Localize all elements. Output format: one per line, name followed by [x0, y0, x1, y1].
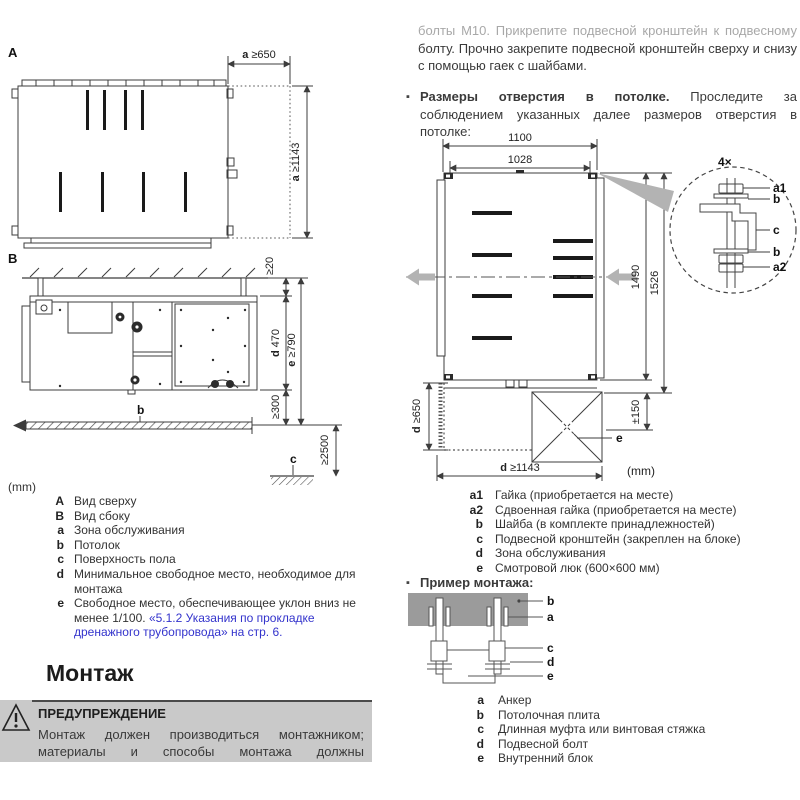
dim-300-label: ≥300 [270, 394, 282, 420]
detail-label-b1: b [773, 192, 781, 206]
diagram-ceiling-opening [400, 128, 800, 488]
dim-a650-label: a ≥650 [242, 49, 276, 61]
dim-1100-label: 1100 [508, 132, 532, 144]
intro-paragraph [418, 22, 797, 75]
bullet-icon: ▪ [406, 577, 410, 589]
legend-item: b Потолочная плита [476, 707, 600, 722]
detail-label-a2: a2 [773, 260, 787, 274]
legend-item: c Поверхность пола [57, 552, 176, 567]
detail-label-c: c [773, 223, 780, 237]
dim-2500-label: ≥2500 [319, 434, 331, 466]
legend-item: e Свободное место, обеспечивающее уклон вниз не менее 1/100. «5.1.2 Указания по прокладке дренажного трубопровода» на стр. 6. [57, 596, 356, 640]
legend-item: a Зона обслуживания [57, 523, 185, 538]
example-label-e: e [547, 669, 554, 683]
suspended-ceiling-bar [13, 417, 252, 434]
detail-label-b2: b [773, 245, 781, 259]
warning-title: ПРЕДУПРЕЖДЕНИЕ [38, 706, 166, 721]
example-label-d: d [547, 655, 555, 669]
bullet-example-title: Пример монтажа: [420, 575, 534, 590]
ceiling-slab [408, 593, 528, 626]
example-label-c: c [547, 641, 554, 655]
callout-beam [597, 173, 674, 212]
bullet-hole-bold: Размеры отверстия в потолке. [420, 89, 670, 104]
bullet-icon: ▪ [406, 91, 410, 103]
view-b-label: B [8, 251, 18, 266]
diagram-b-side-view [0, 248, 345, 495]
example-label-b: b [547, 594, 555, 608]
legend-item: A Вид сверху [55, 494, 137, 508]
legend-item: B Вид сбоку [55, 508, 130, 523]
section-heading-montage: Монтаж [46, 660, 134, 686]
dim-pm150-label: ±150 [630, 399, 642, 425]
legend-hole [455, 488, 795, 576]
warning-text [38, 726, 364, 760]
legend-example [462, 693, 792, 766]
ceiling-hatch [30, 268, 255, 277]
dim-gap20-label: ≥20 [264, 256, 276, 276]
legend-item: d Зона обслуживания [475, 546, 606, 561]
dim-1490-label: 1490 [630, 264, 642, 290]
legend-item: e Внутренний блок [477, 751, 593, 766]
warning-triangle-icon [1, 703, 31, 733]
service-zone-dotted [441, 383, 533, 450]
bullet-hole-rest: Проследите за соблюдением указанных далее размеров отверстия в потолке: [420, 89, 798, 139]
diagram-a-top-view [0, 38, 345, 250]
label-b-ceiling: b [137, 403, 145, 417]
drain-piping-link[interactable]: «5.1.2 Указания по прокладке дренажного трубопровода» на стр. 6. [74, 610, 315, 640]
floor-surface [270, 476, 314, 485]
legend-item: c Длинная муфта или винтовая стяжка [477, 722, 706, 737]
service-area-a [228, 86, 290, 238]
warning-box [0, 700, 372, 762]
legend-item: b Потолок [56, 537, 120, 552]
units-mm-left: (mm) [8, 480, 36, 494]
unit-side-view [22, 278, 257, 394]
inspection-hatch-square [532, 392, 602, 462]
dim-d1143-label: d ≥1143 [500, 462, 540, 474]
unit-bottom-view [437, 173, 604, 388]
legend-item: d Минимальное свободное место, необходимое для монтажа [56, 566, 356, 596]
dim-d650-label: d≥650 [411, 398, 423, 434]
legend-item: b Шайба (в комплекте принадлежностей) [475, 517, 715, 532]
dim-d470-label: d470 [270, 328, 282, 358]
units-mm-right: (mm) [627, 464, 655, 478]
paragraph-line-clipped: болты М10. Прикрепите подвесной кронштейн к подвесному [418, 23, 797, 38]
example-label-a: a [547, 610, 554, 624]
paragraph-line: болту. Прочно закрепите подвесной кронштейн сверху и снизу [418, 40, 797, 56]
warning-top-border [32, 700, 372, 702]
diagram-mounting-example [400, 588, 620, 692]
warning-line: материалы и способы монтажа должны [38, 744, 364, 759]
legend-item: d Подвесной болт [476, 736, 589, 751]
label-c-floor: c [290, 452, 297, 466]
view-a-label: A [8, 45, 18, 60]
dim-e790-label: e≥790 [286, 333, 298, 367]
indoor-unit-box [443, 650, 495, 683]
legend-left [42, 494, 372, 640]
dim-1028-label: 1028 [507, 154, 533, 166]
legend-item: a Анкер [477, 693, 532, 707]
dim-a1143-label: a≥1143 [290, 142, 302, 182]
paragraph-line: с помощью гаек с шайбами. [418, 58, 587, 73]
detail-label-a1: a1 [773, 181, 787, 195]
legend-item: a2 Сдвоенная гайка (приобретается на месте) [469, 502, 737, 517]
legend-item: c Подвесной кронштейн (закреплен на блоке) [476, 531, 741, 546]
label-e-hatch: e [616, 431, 623, 445]
warning-line: Монтаж должен производиться монтажником; [38, 727, 364, 742]
slab-leader-dot [517, 599, 520, 602]
detail-count-label: 4× [718, 155, 732, 169]
legend-e-text: Свободное место, обеспечивающее уклон вниз не менее 1/100. [74, 596, 356, 625]
legend-item: a1 Гайка (приобретается на месте) [469, 488, 674, 502]
dim-1526-label: 1526 [649, 270, 661, 296]
legend-item: e Смотровой люк (600×600 мм) [476, 560, 660, 575]
